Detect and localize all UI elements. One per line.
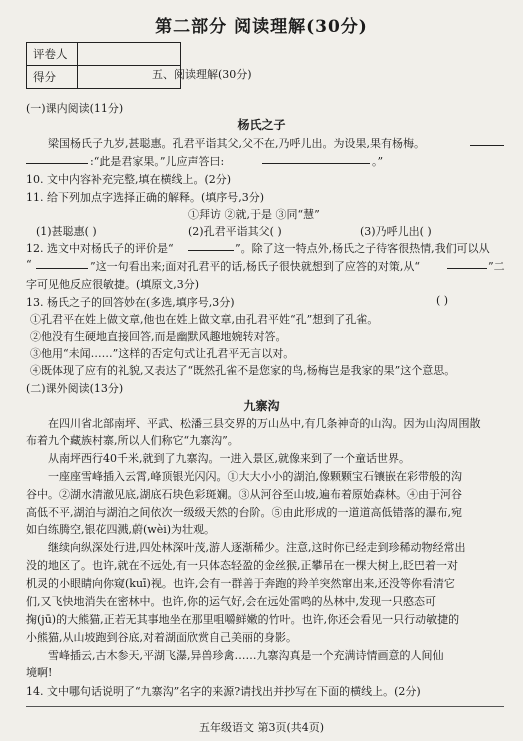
q12-blank-1[interactable] [188, 240, 234, 251]
passage2-p1-l1: 在四川省北部南坪、平武、松潘三县交界的万山丛中,有几条神奇的山沟。因为山沟周围散 [48, 417, 481, 430]
q12-blank-3[interactable] [447, 258, 487, 269]
section-heading: 五、阅读理解(30分) [152, 68, 252, 81]
passage1-blank-2[interactable] [26, 153, 88, 164]
page-title: 第二部分 阅读理解(30分) [155, 17, 368, 37]
passage2-title: 九寨沟 [243, 399, 280, 413]
passage2-p1-l2: 布着九个藏族村寨,所以人们称它“九寨沟”。 [26, 434, 239, 447]
q11: 11. 给下列加点字选择正确的解释。(填序号,3分) [26, 191, 265, 204]
q12-line1b: ”。除了这一特点外,杨氏之子待客很热情,我们可以从 [235, 242, 490, 255]
q10: 10. 文中内容补充完整,填在横线上。(2分) [26, 173, 232, 186]
q13-option-3: ③他用“未闻……”这样的否定句式让孔君平无言以对。 [30, 347, 295, 360]
passage2-p3-l1: 一座座雪峰插入云霄,峰顶银光闪闪。①大大小小的湖泊,像颗颗宝石镶嵌在彩带般的沟 [48, 470, 462, 483]
passage2-p4-l4: 们,又飞快地消失在密林中。也许,你的运气好,会在远处雷鸣的丛林中,发现一只憨态可 [26, 595, 436, 608]
grader-field[interactable] [78, 43, 181, 66]
passage1-line2a: :“此是君家果。”儿应声答曰: [90, 155, 225, 168]
part2-heading: (二)课外阅读(13分) [26, 382, 124, 395]
q14-answer-line[interactable] [26, 706, 504, 707]
q11-answer-2[interactable]: (2)孔君平诣其父( ) [188, 225, 282, 238]
passage1-blank-1[interactable] [470, 135, 504, 146]
passage1-title: 杨氏之子 [237, 118, 286, 132]
passage2-p4-l2: 没的地区了。也许,就在不远处,有一只体态轻盈的金丝猴,正攀吊在一棵大树上,眨巴着一对 [26, 559, 458, 572]
q12-line2c: ”二 [488, 260, 505, 273]
q14: 14. 文中哪句话说明了“九寨沟”名字的来源?请找出并抄写在下面的横线上。(2分) [26, 685, 421, 698]
passage2-p2: 从南坪西行40千米,就到了九寨沟。一进入景区,就像来到了一个童话世界。 [48, 452, 410, 465]
q13: 13. 杨氏之子的回答妙在(多选,填序号,3分) [26, 296, 235, 309]
q11-answer-1[interactable]: (1)甚聪惠( ) [36, 225, 97, 238]
passage2-p4-l5: 掬(jū)的大熊猫,正若无其事地坐在那里咀嚼鲜嫩的竹叶。也许,你还会看见一只行动敏捷的 [26, 613, 460, 626]
q12-line1a: 12. 选文中对杨氏子的评价是“ [26, 242, 174, 255]
part1-heading: (一)课内阅读(11分) [26, 102, 124, 115]
passage2-p3-l4: 如白练腾空,银花四溅,蔚(wèi)为壮观。 [26, 523, 216, 536]
score-label: 得分 [27, 66, 78, 89]
q12-line2a: “ [26, 258, 32, 271]
passage2-p3-l3: 高低不平,湖泊与湖泊之间依次一级级天然的台阶。⑤由此形成的一道道高低错落的瀑布,宛 [26, 506, 462, 519]
passage1-blank-3[interactable] [262, 153, 370, 164]
q13-option-4: ④既体现了应有的礼貌,又表达了“既然孔雀不是您家的鸟,杨梅岂是我家的果”这个意思。 [30, 364, 456, 377]
passage2-p4-l6: 小熊猫,从山坡跑到谷底,对着湖面欣赏自己美丽的身影。 [26, 631, 297, 644]
passage2-p5-l1: 雪峰插云,古木参天,平湖飞瀑,异兽珍禽……九寨沟真是一个充满诗情画意的人间仙 [48, 649, 444, 662]
q12-blank-2[interactable] [36, 258, 88, 269]
q13-option-1: ①孔君平在姓上做文章,他也在姓上做文章,由孔君平姓“孔”想到了孔雀。 [30, 313, 379, 326]
q11-options: ①拜访 ②就,于是 ③同“慧” [188, 208, 320, 221]
grader-label: 评卷人 [27, 43, 78, 66]
q13-answer-paren[interactable]: ( ) [436, 294, 449, 307]
q13-option-2: ②他没有生硬地直接回答,而是幽默风趣地婉转对答。 [30, 330, 287, 343]
q12-line2b: ”这一句看出来;面对孔君平的话,杨氏子很快就想到了应答的对策,从“ [90, 260, 420, 273]
page-footer: 五年级语文 第3页(共4页) [198, 721, 325, 734]
passage2-p5-l2: 境啊! [26, 666, 53, 679]
q12-line3: 字可见他反应很敏捷。(填原文,3分) [26, 278, 200, 291]
passage2-p4-l3: 机灵的小眼睛向你窥(kuī)视。也许,会有一群善于奔跑的羚羊突然窜出来,还没等你看清它 [26, 577, 455, 590]
passage2-p4-l1: 继续向纵深处行进,四处林深叶茂,游人逐渐稀少。注意,这时你已经走到珍稀动物经常出 [48, 541, 466, 554]
passage1-line2b: 。” [372, 155, 384, 168]
passage2-p3-l2: 谷中。②湖水清澈见底,湖底石块色彩斑斓。③从河谷至山坡,遍布着原始森林。④由于河谷 [26, 488, 462, 501]
q11-answer-3[interactable]: (3)乃呼儿出( ) [360, 225, 432, 238]
passage1-line1: 梁国杨氏子九岁,甚聪惠。孔君平诣其父,父不在,乃呼儿出。为设果,果有杨梅。 [48, 137, 425, 150]
